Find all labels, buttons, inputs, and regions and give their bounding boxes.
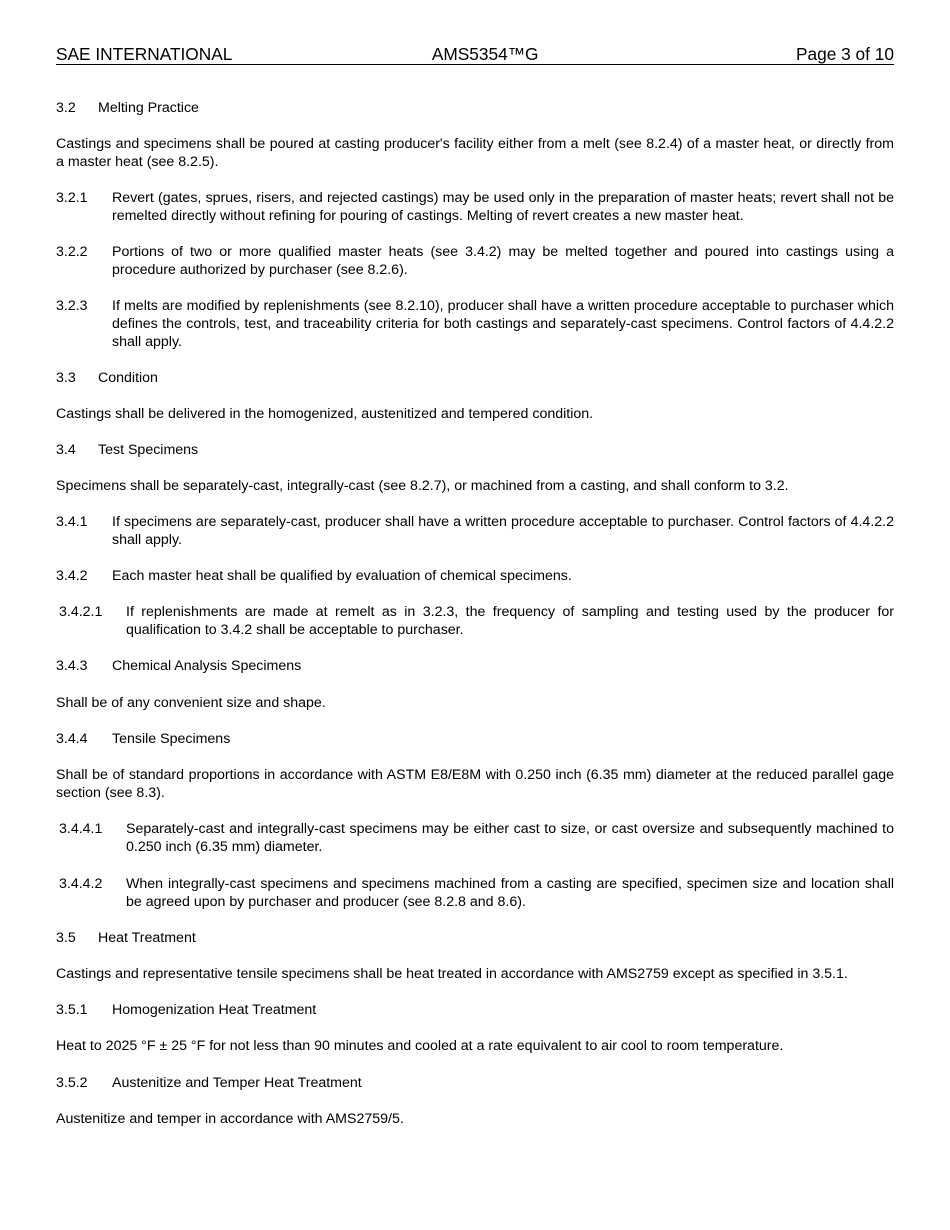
section-body-3-5: Castings and representative tensile specimens shall be heat treated in accordance with AMS2759 except as specified in 3.5.1. <box>56 966 848 982</box>
section-title: Heat Treatment <box>98 930 196 946</box>
section-number: 3.5.1 <box>56 1002 88 1018</box>
section-number: 3.3 <box>56 370 76 386</box>
section-number: 3.2 <box>56 100 76 116</box>
clause-text: When integrally-cast specimens and specimens machined from a casting are specified, specimen size and location shall be agreed upon by purchaser and producer (see 8.2.8 and 8.6). <box>126 876 894 910</box>
header-doc-id: AMS5354™G <box>431 44 539 64</box>
clause-3-4-1 <box>56 513 894 549</box>
clause-text: If melts are modified by replenishments (see 8.2.10), producer shall have a written procedure acceptable to purchaser which defines the controls, test, and traceability criteria for both castings and separately-cast specimens. Control factors of 4.4.2.2 shall apply. <box>112 298 894 350</box>
clause-number: 3.4.2 <box>56 568 88 584</box>
clause-text: Each master heat shall be qualified by evaluation of chemical specimens. <box>112 568 572 584</box>
section-body-3-4: Specimens shall be separately-cast, integrally-cast (see 8.2.7), or machined from a casting, and shall conform to 3.2. <box>56 478 789 494</box>
clause-3-2-3 <box>56 297 894 351</box>
clause-number: 3.4.4.1 <box>59 821 103 837</box>
section-title: Melting Practice <box>98 100 199 116</box>
clause-number: 3.4.4.2 <box>59 876 103 892</box>
clause-number: 3.2.1 <box>56 190 88 206</box>
document-page <box>56 44 894 1128</box>
section-body-3-5-2: Austenitize and temper in accordance with AMS2759/5. <box>56 1111 404 1127</box>
section-number: 3.5.2 <box>56 1075 88 1091</box>
clause-number: 3.2.3 <box>56 298 88 314</box>
section-title: Test Specimens <box>98 442 199 458</box>
clause-3-4-2-1 <box>56 603 894 639</box>
clause-number: 3.4.2.1 <box>59 604 103 620</box>
clause-number: 3.2.2 <box>56 244 88 260</box>
section-heading-3-5-1 <box>56 1001 894 1019</box>
clause-3-4-4-2 <box>56 875 894 911</box>
section-heading-3-4 <box>56 441 894 459</box>
clause-text: If specimens are separately-cast, producer shall have a written procedure acceptable to purchaser. Control factors of 4.4.2.2 shall apply. <box>112 514 894 548</box>
section-title: Chemical Analysis Specimens <box>112 658 302 674</box>
section-title: Austenitize and Temper Heat Treatment <box>112 1075 362 1091</box>
clause-number: 3.4.1 <box>56 514 88 530</box>
section-title: Homogenization Heat Treatment <box>112 1002 317 1018</box>
clause-text: Portions of two or more qualified master heats (see 3.4.2) may be melted together and poured into castings using a procedure authorized by purchaser (see 8.2.6). <box>112 244 894 278</box>
clause-3-2-1 <box>56 189 894 225</box>
page-header <box>56 44 894 65</box>
section-number: 3.4 <box>56 442 76 458</box>
section-body-3-2: Castings and specimens shall be poured at casting producer's facility either from a melt (see 8.2.4) of a master heat, or directly from a master heat (see 8.2.5). <box>56 136 894 170</box>
section-heading-3-4-4 <box>56 730 894 748</box>
header-org: SAE INTERNATIONAL <box>56 44 233 64</box>
section-number: 3.5 <box>56 930 76 946</box>
section-title: Condition <box>98 370 158 386</box>
section-number: 3.4.3 <box>56 658 88 674</box>
section-number: 3.4.4 <box>56 731 88 747</box>
section-title: Tensile Specimens <box>112 731 231 747</box>
clause-3-2-2 <box>56 243 894 279</box>
section-body-3-4-3: Shall be of any convenient size and shape. <box>56 695 326 711</box>
clause-3-4-2 <box>56 567 894 585</box>
clause-text: If replenishments are made at remelt as in 3.2.3, the frequency of sampling and testing used by the producer for qualification to 3.4.2 shall be acceptable to purchaser. <box>126 604 894 638</box>
section-heading-3-3 <box>56 369 894 387</box>
clause-text: Revert (gates, sprues, risers, and rejected castings) may be used only in the preparation of master heats; revert shall not be remelted directly without refining for pouring of castings. Melting of revert creates a new master heat. <box>112 190 894 224</box>
section-body-3-5-1: Heat to 2025 °F ± 25 °F for not less than 90 minutes and cooled at a rate equivalent to air cool to room temperature. <box>56 1038 784 1054</box>
clause-text: Separately-cast and integrally-cast specimens may be either cast to size, or cast oversize and subsequently machined to 0.250 inch (6.35 mm) diameter. <box>126 821 894 855</box>
section-heading-3-5 <box>56 929 894 947</box>
section-body-3-4-4: Shall be of standard proportions in accordance with ASTM E8/E8M with 0.250 inch (6.35 mm) diameter at the reduced parallel gage section (see 8.3). <box>56 767 894 801</box>
clause-3-4-4-1 <box>56 820 894 856</box>
section-heading-3-2 <box>56 99 894 117</box>
section-heading-3-4-3 <box>56 657 894 675</box>
section-heading-3-5-2 <box>56 1074 894 1092</box>
section-body-3-3: Castings shall be delivered in the homogenized, austenitized and tempered condition. <box>56 406 594 422</box>
header-page-number: Page 3 of 10 <box>795 44 894 64</box>
